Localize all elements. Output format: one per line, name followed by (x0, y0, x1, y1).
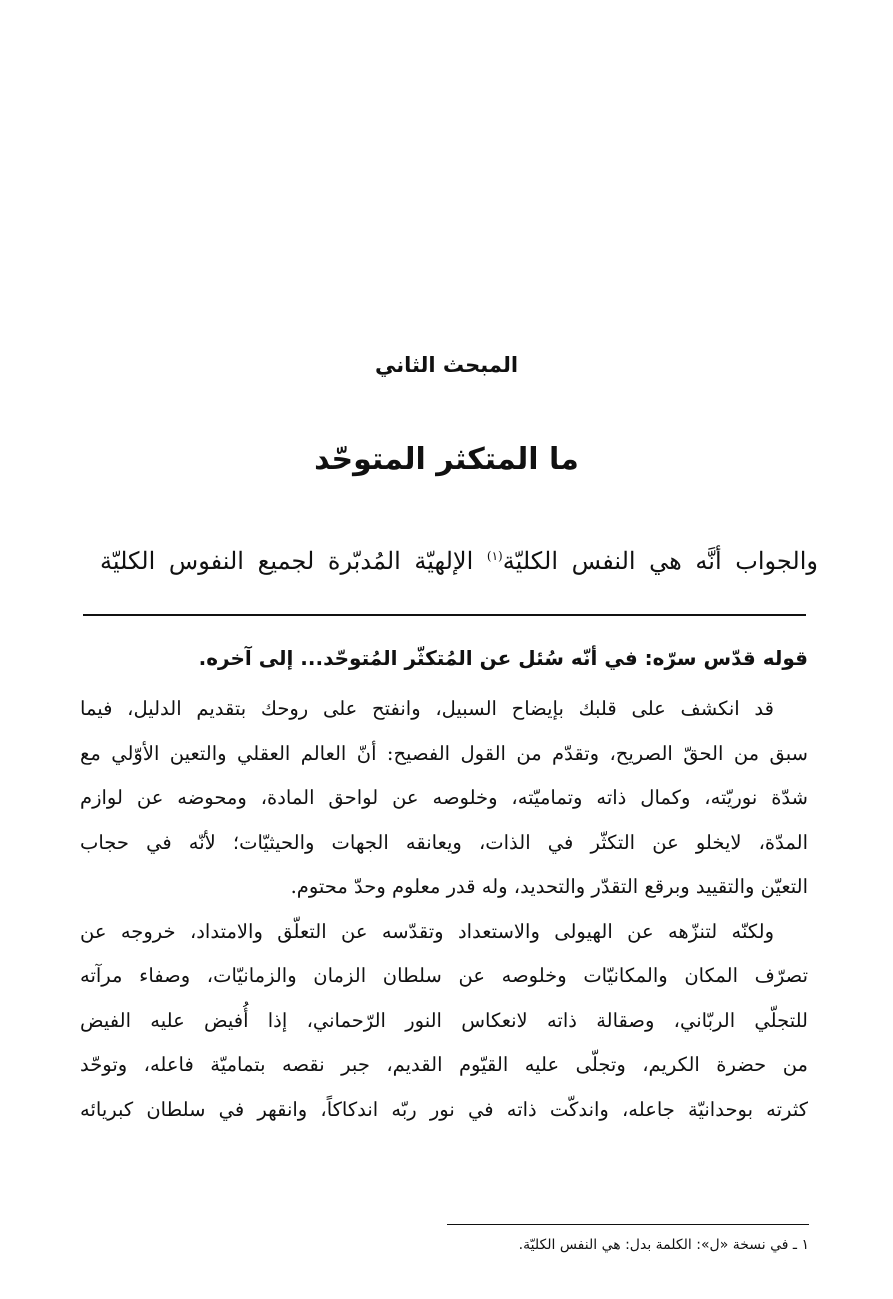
commentary-body (80, 687, 808, 1132)
footnote-divider (447, 1224, 809, 1225)
section-label: المبحث الثاني (374, 353, 519, 377)
body-line: من حضرة الكريم، وتجلّى عليه القيّوم القديم، جبر نقصه بتماميّة فاعله، وتوحّد (80, 1053, 808, 1076)
commentary-heading: قوله قدّس سرّه: في أنّه سُئل عن المُتكثّر المُتوحّد... إلى آخره. (198, 646, 808, 670)
matn-text (100, 528, 818, 589)
matn-divider (83, 614, 806, 616)
body-line: كثرته بوحدانيّة جاعله، واندكّت ذاته في نور ربّه اندكاكاً، وانقهر في سلطان كبريائه (80, 1097, 808, 1121)
body-line: ولكنّه لتنزّهه عن الهيولى والاستعداد وتقدّسه عن التعلّق والامتداد، خروجه عن (80, 919, 774, 943)
body-line: سبق من الحقّ الصريح، وتقدّم من القول الفصيح: أنّ العالم العقلي والتعين الأوّلي مع (80, 741, 808, 765)
footnote: ١ ـ في نسخة «ل»: الكلمة بدل: هي النفس الكليّة. (518, 1237, 809, 1253)
matn-after-ref: الإلهيّة المُدبّرة لجميع النفوس الكليّة (100, 547, 487, 575)
footnote-ref-marker[interactable]: (١) (486, 549, 503, 563)
body-line: تصرّف المكان والمكانيّات وخلوصه عن سلطان الزمان والزمانيّات، وصفاء مرآته (80, 964, 808, 987)
body-line: المدّة، لايخلو عن التكثّر في الذات، ويعانقه الجهات والحيثيّات؛ لأنّه في حجاب (80, 830, 808, 854)
body-line: شدّة نوريّته، وكمال ذاته وتماميّته، وخلوصه عن لواحق المادة، ومحوضه عن لوازم (80, 786, 808, 809)
matn-before-ref: والجواب أنَّه هي النفس الكليّة (502, 547, 818, 575)
body-line: قد انكشف على قلبك بإيضاح السبيل، وانفتح على روحك بتقديم الدليل، فيما (80, 697, 774, 720)
body-line: للتجلّي الربّاني، وصقالة ذاته لانعكاس النور الرّحماني، إذا أُفيض عليه الفيض (80, 1008, 808, 1032)
body-line: التعيّن والتقييد وبرقع التقدّر والتحديد، وله قدر معلوم وحدّ محتوم. (290, 875, 808, 898)
page-title: ما المتكثر المتوحّد (314, 442, 579, 477)
